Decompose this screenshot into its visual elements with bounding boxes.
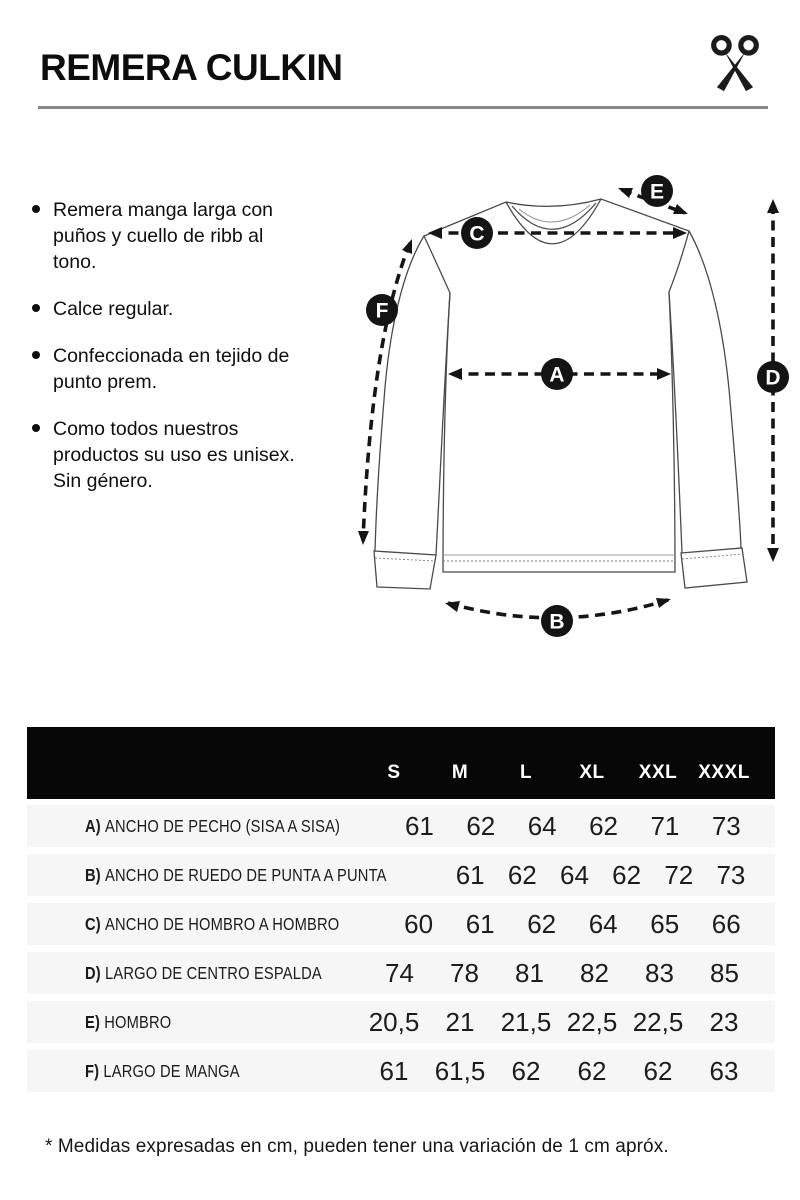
- measurement-value: 62: [589, 810, 618, 841]
- svg-text:B: B: [549, 610, 565, 634]
- size-table-body: [27, 805, 775, 1092]
- svg-text:D: D: [765, 366, 781, 390]
- measurement-value: 60: [404, 908, 434, 939]
- measurement-value: 78: [450, 957, 479, 988]
- measurement-value: 22,5: [632, 1006, 684, 1037]
- marker-c: [461, 217, 493, 249]
- table-row: [27, 854, 775, 896]
- measurement-value: 23: [709, 1006, 739, 1037]
- size-column-header: L: [519, 762, 533, 783]
- measurement-value: 64: [560, 859, 589, 890]
- row-label-text: C) ANCHO DE HOMBRO A HOMBRO: [85, 913, 340, 934]
- marker-e: [641, 175, 673, 207]
- measurement-value: 61: [465, 908, 495, 939]
- measurement-value: 21: [445, 1006, 475, 1037]
- row-label-text: E) HOMBRO: [85, 1011, 172, 1032]
- table-row: [27, 903, 775, 945]
- feature-item: Calce regular.: [30, 296, 308, 322]
- measurement-value: 66: [711, 908, 741, 939]
- scissors-icon: [702, 33, 768, 95]
- row-label: [85, 1061, 361, 1082]
- row-label: [85, 914, 388, 935]
- header-divider: [38, 106, 768, 109]
- measurement-value: 74: [385, 957, 414, 988]
- measurement-value: 64: [527, 810, 557, 841]
- measurement-value: 21,5: [500, 1006, 552, 1037]
- size-column-header: S: [387, 762, 401, 783]
- measurement-value: 62: [507, 859, 537, 890]
- table-row: [27, 1050, 775, 1092]
- size-table: [27, 727, 775, 1092]
- measurement-value: 65: [650, 908, 680, 939]
- bullet-icon: [32, 205, 40, 213]
- size-column-header: XXXL: [698, 762, 750, 783]
- size-column-header: XXL: [638, 762, 678, 783]
- measurement-value: 61,5: [434, 1055, 486, 1086]
- svg-text:F: F: [375, 299, 389, 323]
- measurement-value: 61: [404, 810, 434, 841]
- bullet-icon: [32, 351, 40, 359]
- feature-item: Confeccionada en tejido de punto prem.: [30, 343, 308, 395]
- row-label-text: D) LARGO DE CENTRO ESPALDA: [85, 962, 322, 983]
- page-title: REMERA CULKIN: [40, 47, 343, 88]
- measurement-value: 61: [455, 859, 485, 890]
- size-column-header: XL: [579, 762, 605, 783]
- measurement-value: 62: [612, 859, 642, 890]
- row-label: [85, 816, 389, 837]
- feature-item: Remera manga larga con puños y cuello de ribb al tono.: [30, 197, 308, 275]
- measurement-footnote: * Medidas expresadas en cm, pueden tener una variación de 1 cm apróx.: [45, 1136, 669, 1157]
- marker-f: [366, 294, 398, 326]
- measurement-value: 72: [664, 859, 694, 890]
- marker-a: [541, 358, 573, 390]
- feature-item: Como todos nuestros productos su uso es unisex. Sin género.: [30, 416, 308, 494]
- row-label-text: B) ANCHO DE RUEDO DE PUNTA A PUNTA: [85, 864, 387, 885]
- measurement-value: 85: [710, 957, 739, 988]
- measurement-value: 62: [577, 1055, 607, 1086]
- size-table-header: [27, 727, 775, 799]
- marker-b: [541, 605, 573, 637]
- row-label-text: A) ANCHO DE PECHO (SISA A SISA): [85, 815, 341, 836]
- shirt-outline: [374, 199, 747, 589]
- measurement-value: 20,5: [368, 1006, 420, 1037]
- garment-diagram: [348, 168, 796, 654]
- feature-list: [30, 197, 330, 515]
- marker-d: [757, 361, 789, 393]
- measurement-value: 81: [515, 957, 544, 988]
- table-row: [27, 1001, 775, 1043]
- measurement-value: 62: [466, 810, 496, 841]
- svg-text:C: C: [469, 222, 485, 246]
- measurement-value: 62: [643, 1055, 673, 1086]
- measurement-value: 62: [511, 1055, 541, 1086]
- bullet-icon: [32, 424, 40, 432]
- row-label: [85, 865, 444, 886]
- measurement-value: 64: [588, 908, 618, 939]
- svg-text:E: E: [649, 180, 665, 204]
- bullet-icon: [32, 304, 40, 312]
- measurement-value: 82: [580, 957, 609, 988]
- svg-text:A: A: [549, 363, 565, 387]
- measurement-value: 22,5: [566, 1006, 618, 1037]
- measurement-value: 83: [645, 957, 674, 988]
- row-label-text: F) LARGO DE MANGA: [85, 1060, 240, 1081]
- size-column-header: M: [451, 762, 469, 783]
- table-row: [27, 805, 775, 847]
- table-row: [27, 952, 775, 994]
- measurement-value: 62: [527, 908, 557, 939]
- row-label: [85, 963, 367, 984]
- measurement-value: 61: [379, 1055, 409, 1086]
- measurement-value: 71: [650, 810, 680, 841]
- measurement-value: 73: [711, 810, 741, 841]
- measurement-value: 73: [716, 859, 746, 890]
- row-label: [85, 1012, 361, 1033]
- measurement-value: 63: [709, 1055, 739, 1086]
